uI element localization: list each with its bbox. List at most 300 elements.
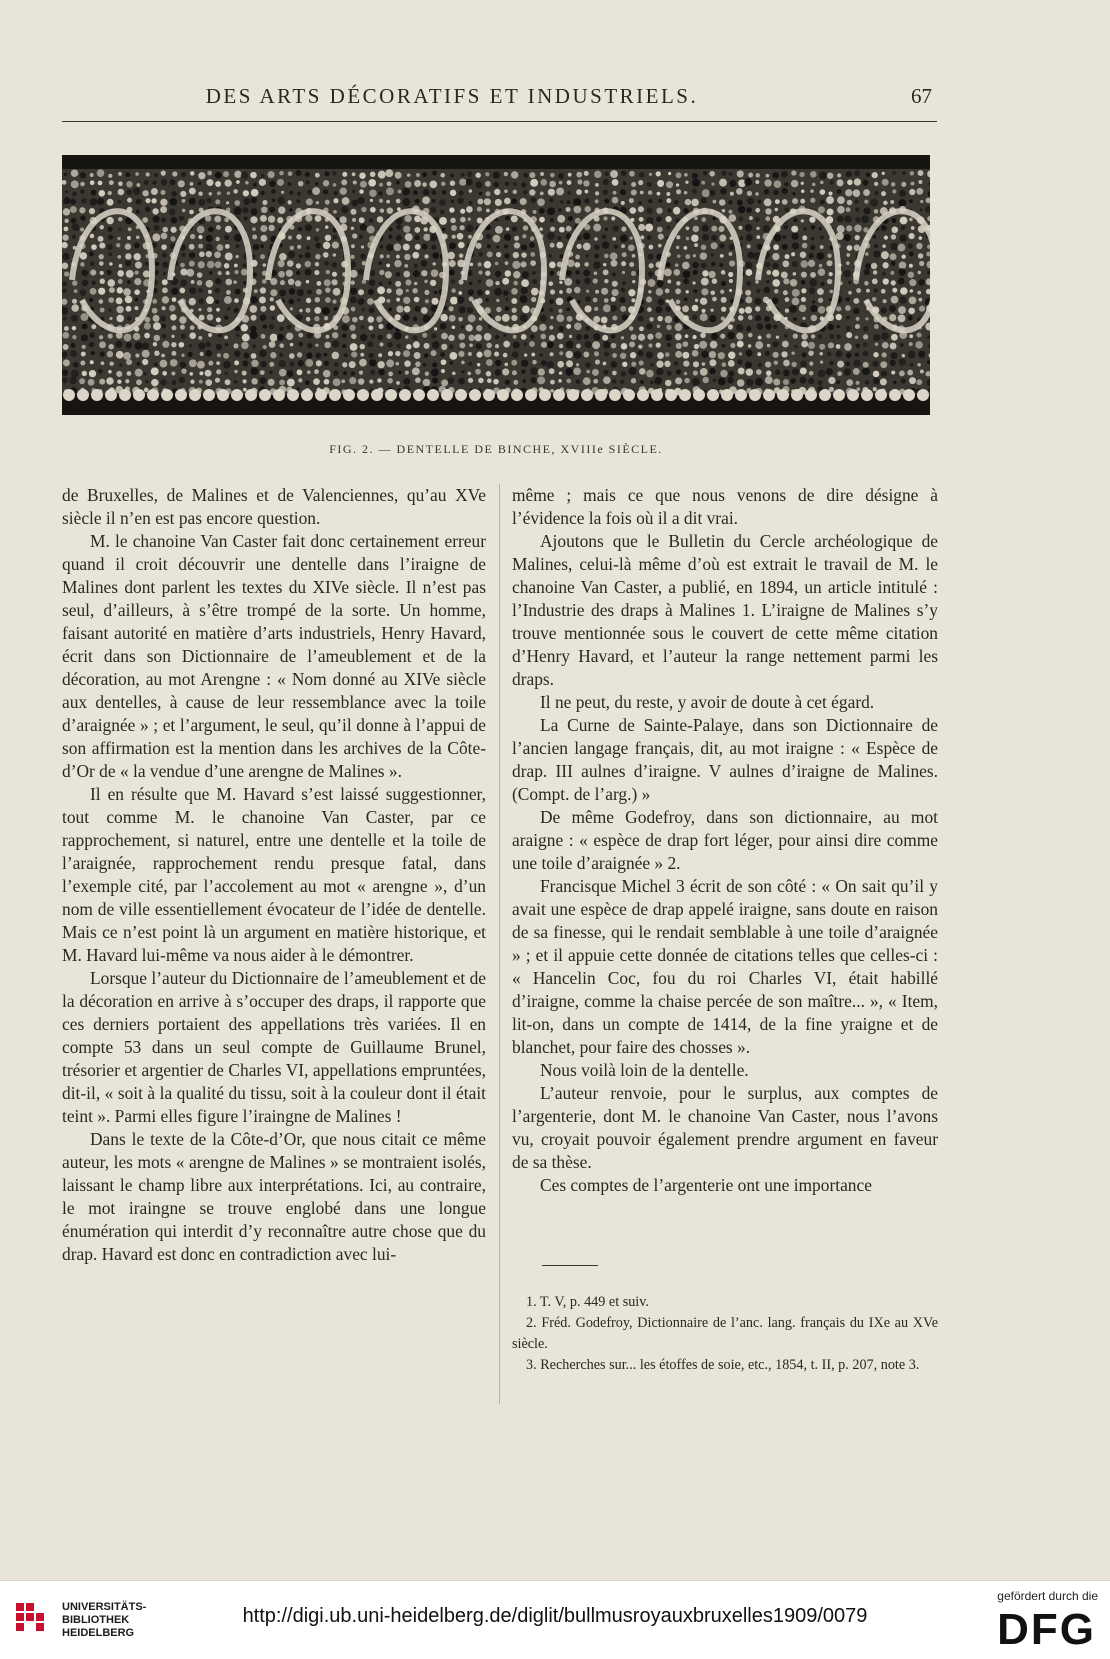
- lace-mesh-dot: [513, 380, 518, 385]
- lace-mesh-dot: [511, 288, 518, 295]
- lace-mesh-dot: [169, 209, 176, 216]
- lace-mesh-dot: [794, 345, 797, 348]
- lace-mesh-dot: [853, 368, 860, 375]
- lace-mesh-dot: [820, 245, 824, 249]
- lace-mesh-dot: [63, 344, 69, 350]
- lace-mesh-dot: [782, 188, 788, 194]
- lace-mesh-dot: [225, 343, 228, 346]
- lace-mesh-dot: [271, 189, 276, 194]
- lace-edge-scallop: [203, 389, 215, 401]
- lace-mesh-dot: [558, 309, 562, 313]
- lace-mesh-dot: [639, 368, 646, 375]
- lace-mesh-dot: [595, 199, 599, 203]
- lace-mesh-dot: [709, 351, 716, 358]
- lace-mesh-dot: [830, 180, 835, 185]
- lace-mesh-dot: [826, 368, 833, 375]
- lace-mesh-dot: [762, 225, 769, 232]
- lace-mesh-dot: [737, 341, 744, 348]
- lace-mesh-dot: [154, 173, 158, 177]
- lace-mesh-dot: [765, 323, 771, 329]
- lace-mesh-dot: [765, 216, 770, 221]
- lace-mesh-dot: [368, 353, 373, 358]
- lace-mesh-dot: [206, 179, 213, 186]
- lace-mesh-dot: [532, 271, 535, 274]
- lace-mesh-dot: [485, 172, 489, 176]
- lace-mesh-dot: [709, 190, 715, 196]
- lace-mesh-dot: [847, 180, 853, 186]
- lace-mesh-dot: [901, 225, 906, 230]
- lace-mesh-dot: [702, 362, 706, 366]
- lace-mesh-dot: [766, 370, 771, 375]
- lace-mesh-dot: [785, 308, 789, 312]
- lace-mesh-dot: [190, 234, 195, 239]
- lace-mesh-dot: [718, 226, 724, 232]
- lace-mesh-dot: [708, 271, 715, 278]
- lace-mesh-dot: [622, 282, 626, 286]
- lace-mesh-dot: [755, 341, 763, 349]
- lace-mesh-dot: [144, 333, 150, 339]
- lace-edge-scallop: [553, 389, 565, 401]
- lace-mesh-dot: [81, 269, 88, 276]
- lace-mesh-dot: [106, 217, 113, 224]
- lace-mesh-dot: [529, 189, 535, 195]
- lace-mesh-dot: [351, 200, 358, 207]
- lace-mesh-dot: [89, 298, 93, 302]
- lace-mesh-dot: [470, 263, 474, 267]
- lace-mesh-dot: [594, 271, 598, 275]
- lace-mesh-dot: [351, 255, 355, 259]
- lace-mesh-dot: [261, 173, 265, 177]
- lace-mesh-dot: [802, 352, 807, 357]
- lace-mesh-dot: [421, 260, 428, 267]
- lace-mesh-dot: [92, 281, 96, 285]
- lace-mesh-dot: [818, 268, 826, 276]
- lace-mesh-dot: [277, 217, 283, 223]
- lace-mesh-dot: [585, 206, 591, 212]
- lace-mesh-dot: [100, 225, 104, 229]
- lace-mesh-dot: [820, 200, 825, 205]
- lace-mesh-dot: [897, 244, 905, 252]
- lace-mesh-dot: [142, 343, 149, 350]
- lace-mesh-dot: [559, 351, 563, 355]
- lace-mesh-dot: [152, 243, 157, 248]
- lace-mesh-dot: [307, 190, 312, 195]
- lace-mesh-dot: [621, 226, 626, 231]
- lace-mesh-dot: [431, 298, 438, 305]
- lace-mesh-dot: [253, 183, 257, 187]
- lace-mesh-dot: [693, 226, 700, 233]
- lace-mesh-dot: [484, 333, 492, 341]
- lace-mesh-dot: [550, 316, 553, 319]
- lace-mesh-dot: [916, 243, 922, 249]
- lace-mesh-dot: [675, 263, 679, 267]
- lace-mesh-dot: [820, 236, 824, 240]
- lace-mesh-dot: [423, 379, 431, 387]
- lace-edge-scallop: [539, 389, 551, 401]
- lace-mesh-dot: [729, 244, 735, 250]
- lace-mesh-dot: [665, 216, 671, 222]
- lace-mesh-dot: [766, 280, 770, 284]
- lace-mesh-dot: [658, 199, 662, 203]
- lace-mesh-dot: [594, 244, 600, 250]
- lace-mesh-dot: [531, 325, 538, 332]
- lace-mesh-dot: [476, 243, 482, 249]
- lace-mesh-dot: [189, 372, 193, 376]
- lace-mesh-dot: [863, 351, 869, 357]
- lace-mesh-dot: [108, 174, 112, 178]
- lace-mesh-dot: [118, 217, 122, 221]
- lace-mesh-dot: [621, 170, 626, 175]
- lace-mesh-dot: [856, 344, 860, 348]
- lace-mesh-dot: [62, 234, 68, 240]
- lace-mesh-dot: [377, 216, 384, 223]
- lace-mesh-dot: [756, 289, 760, 293]
- lace-mesh-dot: [270, 278, 277, 285]
- lace-mesh-dot: [713, 378, 717, 382]
- lace-mesh-dot: [861, 215, 869, 223]
- lace-mesh-dot: [451, 225, 457, 231]
- lace-mesh-dot: [63, 208, 70, 215]
- lace-mesh-dot: [404, 306, 411, 313]
- lace-mesh-dot: [145, 261, 149, 265]
- lace-mesh-dot: [161, 171, 166, 176]
- lace-mesh-dot: [631, 298, 635, 302]
- lace-mesh-dot: [79, 378, 85, 384]
- lace-mesh-dot: [721, 270, 726, 275]
- lace-mesh-dot: [737, 359, 742, 364]
- lace-mesh-dot: [306, 198, 313, 205]
- lace-mesh-dot: [152, 180, 156, 184]
- lace-mesh-dot: [457, 296, 464, 303]
- lace-mesh-dot: [810, 245, 815, 250]
- lace-mesh-dot: [846, 326, 851, 331]
- lace-mesh-dot: [315, 173, 320, 178]
- lace-mesh-dot: [873, 270, 877, 274]
- lace-mesh-dot: [667, 371, 672, 376]
- lace-mesh-dot: [891, 234, 896, 239]
- lace-mesh-dot: [413, 270, 420, 277]
- lace-mesh-dot: [404, 254, 410, 260]
- lace-mesh-dot: [594, 253, 599, 258]
- lace-mesh-dot: [513, 271, 520, 278]
- lace-mesh-dot: [448, 335, 454, 341]
- lace-mesh-dot: [424, 343, 430, 349]
- lace-mesh-dot: [125, 172, 130, 177]
- lace-mesh-dot: [198, 342, 205, 349]
- lace-mesh-dot: [917, 333, 922, 338]
- lace-mesh-dot: [475, 369, 481, 375]
- lace-mesh-dot: [784, 208, 788, 212]
- lace-mesh-dot: [666, 192, 670, 196]
- lace-mesh-dot: [134, 342, 142, 350]
- lace-mesh-dot: [414, 227, 420, 233]
- lace-mesh-dot: [135, 298, 139, 302]
- lace-mesh-dot: [631, 378, 636, 383]
- lace-mesh-dot: [198, 191, 202, 195]
- lace-mesh-dot: [619, 297, 625, 303]
- lace-mesh-dot: [657, 316, 662, 321]
- lace-mesh-dot: [650, 363, 653, 366]
- lace-mesh-dot: [909, 233, 915, 239]
- lace-mesh-dot: [549, 181, 556, 188]
- lace-mesh-dot: [307, 290, 312, 295]
- lace-mesh-dot: [458, 317, 462, 321]
- lace-mesh-dot: [297, 289, 304, 296]
- lace-mesh-dot: [332, 352, 340, 360]
- right-column: [512, 484, 938, 1197]
- lace-mesh-dot: [205, 341, 211, 347]
- lace-mesh-dot: [529, 172, 535, 178]
- lace-mesh-dot: [593, 379, 598, 384]
- lace-mesh-dot: [90, 261, 95, 266]
- lace-mesh-dot: [866, 289, 870, 293]
- lace-mesh-dot: [413, 317, 418, 322]
- lace-mesh-dot: [820, 189, 826, 195]
- lace-mesh-dot: [566, 324, 571, 329]
- lace-mesh-dot: [773, 244, 779, 250]
- lace-mesh-dot: [170, 314, 177, 321]
- lace-mesh-dot: [685, 334, 689, 338]
- lace-mesh-dot: [819, 352, 822, 355]
- lace-mesh-dot: [333, 378, 341, 386]
- lace-mesh-dot: [242, 263, 246, 267]
- lace-mesh-dot: [279, 289, 286, 296]
- lace-mesh-dot: [118, 189, 125, 196]
- lace-mesh-dot: [586, 370, 590, 374]
- lace-mesh-dot: [198, 261, 205, 268]
- lace-mesh-dot: [909, 377, 916, 384]
- lace-mesh-dot: [306, 246, 310, 250]
- lace-mesh-dot: [188, 352, 193, 357]
- lace-mesh-dot: [920, 369, 924, 373]
- lace-mesh-dot: [135, 172, 139, 176]
- lace-mesh-dot: [118, 228, 121, 231]
- lace-mesh-dot: [260, 215, 267, 222]
- lace-mesh-dot: [665, 316, 672, 323]
- lace-mesh-dot: [513, 341, 520, 348]
- lace-mesh-dot: [369, 270, 375, 276]
- lace-mesh-dot: [209, 192, 213, 196]
- left-paragraph-4: Lorsque l’auteur du Dictionnaire de l’ameublement et de la décoration en arrive à s’occuper des draps, il rapporte que ces derniers portaient des appellations très variées. Il en compte 53 dans un seul compte de Guillaume Brunel, trésorier et argentier de Charles VI, appellations empruntées, dit-il, « soit à la qualité du tissu, soit à la couleur dont il était teint ». Parmi elles figure l’iraingne de Malines !: [62, 968, 486, 1126]
- lace-mesh-dot: [638, 344, 642, 348]
- lace-mesh-dot: [225, 226, 232, 233]
- lace-mesh-dot: [206, 296, 214, 304]
- lace-mesh-dot: [145, 380, 149, 384]
- lace-mesh-dot: [918, 298, 922, 302]
- lace-mesh-dot: [325, 335, 329, 339]
- lace-mesh-dot: [845, 305, 851, 311]
- lace-mesh-dot: [315, 254, 320, 259]
- lace-mesh-dot: [821, 282, 825, 286]
- lace-mesh-dot: [441, 369, 445, 373]
- lace-mesh-dot: [189, 252, 195, 258]
- lace-mesh-dot: [620, 353, 626, 359]
- lace-mesh-dot: [134, 278, 141, 285]
- lace-mesh-dot: [386, 299, 390, 303]
- lace-mesh-dot: [828, 324, 834, 330]
- lace-mesh-dot: [748, 252, 755, 259]
- lace-mesh-dot: [802, 243, 808, 249]
- left-paragraph-5: Dans le texte de la Côte-d’Or, que nous citait ce même auteur, les mots « arengne de Malines » se montraient isolés, laissant le champ libre aux interprétations. Ici, au contraire, le mot iraingne se trouve englobé dans une longue énumération qui interdit d’y reconnaître autre chose que du drap. Havard est donc en contradiction avec lui-: [62, 1129, 486, 1264]
- lace-mesh-dot: [280, 327, 284, 331]
- lace-mesh-dot: [882, 262, 888, 268]
- lace-mesh-dot: [398, 371, 402, 375]
- lace-mesh-dot: [478, 270, 482, 274]
- lace-mesh-dot: [98, 190, 105, 197]
- lace-mesh-dot: [252, 344, 256, 348]
- lace-mesh-dot: [162, 296, 169, 303]
- lace-mesh-dot: [495, 199, 502, 206]
- lace-mesh-dot: [243, 388, 247, 392]
- lace-mesh-dot: [189, 198, 196, 205]
- lace-mesh-dot: [820, 181, 824, 185]
- lace-mesh-dot: [90, 198, 98, 206]
- lace-mesh-dot: [368, 179, 376, 187]
- permalink-url[interactable]: http://digi.ub.uni-heidelberg.de/diglit/bullmusroyauxbruxelles1909/0079: [242, 1605, 868, 1627]
- lace-mesh-dot: [369, 279, 376, 286]
- lace-mesh-dot: [809, 371, 814, 376]
- lace-mesh-dot: [71, 343, 76, 348]
- lace-mesh-dot: [486, 209, 490, 213]
- lace-mesh-dot: [836, 380, 840, 384]
- lace-mesh-dot: [161, 233, 168, 240]
- lace-mesh-dot: [701, 198, 707, 204]
- lace-mesh-dot: [279, 171, 284, 176]
- lace-mesh-dot: [458, 291, 462, 295]
- lace-mesh-dot: [801, 280, 806, 285]
- lace-mesh-dot: [872, 235, 876, 239]
- lace-mesh-dot: [801, 297, 806, 302]
- lace-mesh-dot: [332, 242, 339, 249]
- lace-mesh-dot: [520, 261, 526, 267]
- lace-mesh-dot: [782, 244, 788, 250]
- lace-mesh-dot: [208, 227, 214, 233]
- lace-mesh-dot: [136, 379, 142, 385]
- lace-mesh-dot: [848, 281, 851, 284]
- lace-mesh-dot: [298, 333, 303, 338]
- lace-mesh-dot: [145, 198, 150, 203]
- lace-mesh-dot: [549, 335, 555, 341]
- lace-mesh-dot: [755, 280, 759, 284]
- lace-mesh-dot: [325, 225, 329, 229]
- lace-mesh-dot: [854, 178, 861, 185]
- lace-mesh-dot: [198, 182, 202, 186]
- lace-edge-scallop: [231, 389, 243, 401]
- lace-mesh-dot: [889, 314, 896, 321]
- lace-mesh-dot: [682, 262, 690, 270]
- lace-mesh-dot: [691, 199, 699, 207]
- lace-mesh-dot: [747, 191, 752, 196]
- lace-mesh-dot: [521, 334, 527, 340]
- lace-mesh-dot: [287, 200, 291, 204]
- lace-mesh-dot: [755, 315, 761, 321]
- lace-mesh-dot: [162, 341, 169, 348]
- lace-mesh-dot: [235, 255, 238, 258]
- lace-mesh-dot: [189, 244, 195, 250]
- lace-mesh-dot: [638, 316, 644, 322]
- lace-mesh-dot: [370, 370, 375, 375]
- lace-mesh-dot: [452, 372, 455, 375]
- lace-mesh-dot: [628, 244, 635, 251]
- lace-mesh-dot: [495, 335, 499, 339]
- lace-mesh-dot: [710, 341, 718, 349]
- lace-mesh-dot: [765, 262, 771, 268]
- lace-mesh-dot: [260, 244, 264, 248]
- library-name-line-3: HEIDELBERG: [62, 1627, 135, 1639]
- lace-edge-scallop: [819, 389, 831, 401]
- lace-mesh-dot: [89, 342, 94, 347]
- lace-mesh-dot: [108, 297, 114, 303]
- lace-mesh-dot: [658, 244, 662, 248]
- lace-mesh-dot: [890, 343, 897, 350]
- lace-mesh-dot: [683, 208, 688, 213]
- lace-mesh-dot: [559, 254, 563, 258]
- lace-mesh-dot: [909, 264, 913, 268]
- lace-mesh-dot: [189, 298, 196, 305]
- lace-mesh-dot: [648, 343, 652, 347]
- lace-mesh-dot: [136, 183, 140, 187]
- lace-mesh-dot: [911, 182, 915, 186]
- lace-mesh-dot: [468, 314, 476, 322]
- lace-mesh-dot: [846, 316, 849, 319]
- lace-mesh-dot: [432, 341, 440, 349]
- lace-mesh-dot: [89, 252, 94, 257]
- lace-mesh-dot: [341, 179, 347, 185]
- lace-mesh-dot: [217, 244, 224, 251]
- lace-mesh-dot: [676, 246, 680, 250]
- lace-mesh-dot: [610, 170, 618, 178]
- lace-mesh-dot: [701, 278, 709, 286]
- lace-mesh-dot: [692, 262, 699, 269]
- lace-mesh-dot: [564, 278, 572, 286]
- lace-mesh-dot: [170, 236, 175, 241]
- lace-mesh-dot: [890, 352, 897, 359]
- lace-mesh-dot: [908, 272, 914, 278]
- lace-mesh-dot: [702, 309, 706, 313]
- lace-mesh-dot: [289, 191, 293, 195]
- lace-mesh-dot: [349, 361, 356, 368]
- lace-mesh-dot: [80, 182, 85, 187]
- lace-mesh-dot: [72, 335, 76, 339]
- lace-mesh-dot: [889, 305, 896, 312]
- lace-mesh-dot: [424, 290, 429, 295]
- lace-mesh-dot: [451, 288, 456, 293]
- footnotes: [512, 1292, 938, 1376]
- lace-mesh-dot: [612, 353, 617, 358]
- lace-mesh-dot: [766, 174, 770, 178]
- lace-mesh-dot: [556, 298, 564, 306]
- lace-mesh-dot: [531, 377, 537, 383]
- lace-mesh-dot: [649, 263, 654, 268]
- lace-mesh-dot: [352, 218, 356, 222]
- lace-mesh-dot: [386, 187, 394, 195]
- lace-mesh-dot: [810, 189, 814, 193]
- lace-mesh-dot: [270, 305, 276, 311]
- lace-mesh-dot: [394, 260, 401, 267]
- lace-mesh-dot: [326, 270, 330, 274]
- lace-mesh-dot: [899, 296, 906, 303]
- lace-mesh-dot: [359, 359, 367, 367]
- lace-mesh-dot: [754, 298, 761, 305]
- lace-mesh-dot: [380, 254, 384, 258]
- lace-mesh-dot: [106, 377, 114, 385]
- lace-mesh-dot: [216, 369, 221, 374]
- lace-mesh-dot: [216, 317, 221, 322]
- lace-mesh-dot: [109, 252, 113, 256]
- lace-mesh-dot: [216, 308, 220, 312]
- lace-mesh-dot: [809, 287, 816, 294]
- lace-mesh-dot: [614, 245, 618, 249]
